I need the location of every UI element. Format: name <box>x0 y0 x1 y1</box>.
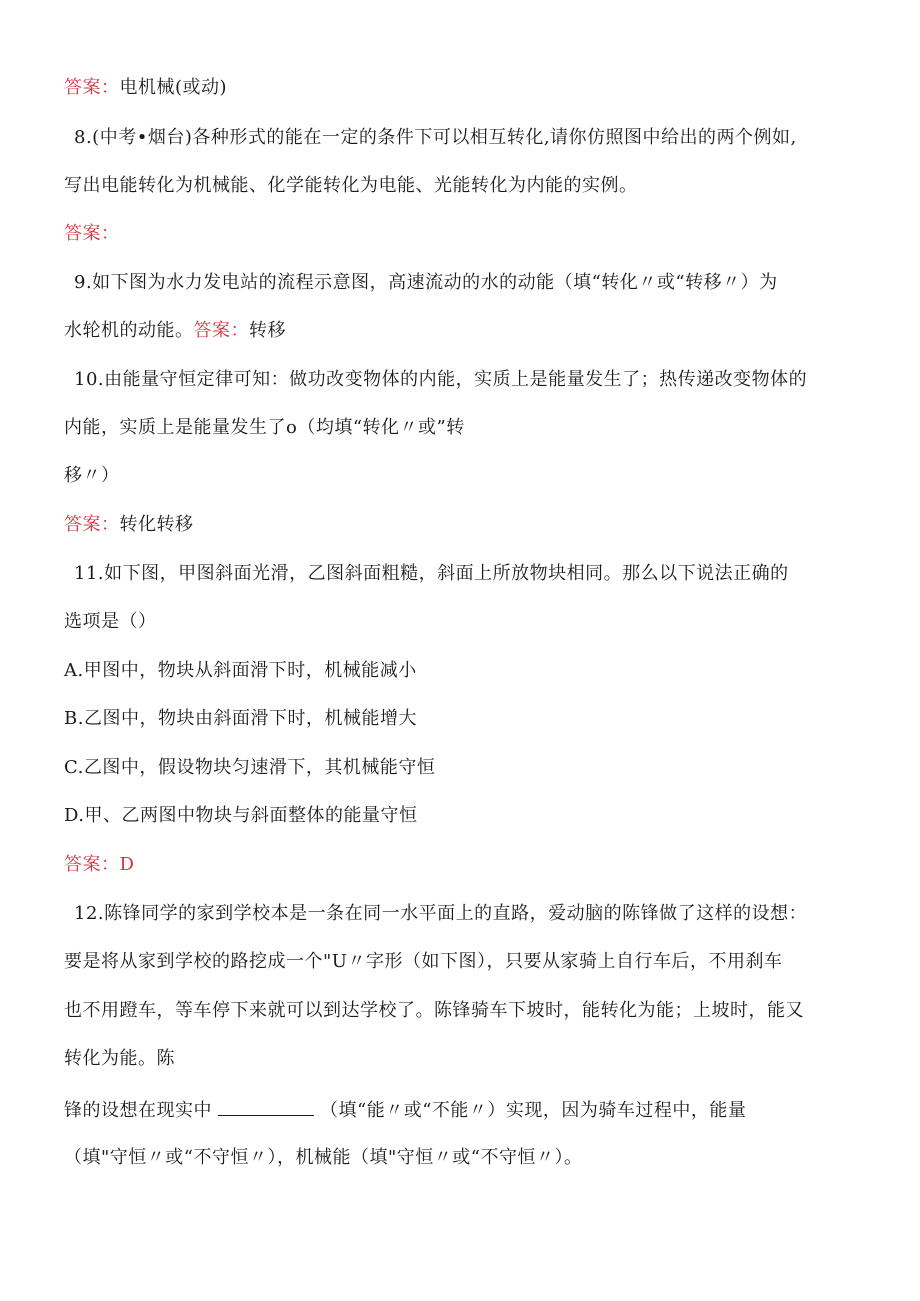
question-11-line-1 <box>74 562 789 586</box>
answer-label: 答案： <box>193 320 249 341</box>
question-10-line-2: 内能，实质上是能量发生了o（均填“转化〃或”转 <box>64 417 465 438</box>
option-c: C.乙图中，假设物块匀速滑下，其机械能守恒 <box>64 757 436 778</box>
fill-in-blank <box>218 1097 314 1116</box>
answer-value: 电机械(或动) <box>119 77 228 98</box>
question-12-line-6: （填"守恒〃或“不守恒〃），机械能（填"守恒〃或“不守恒〃）。 <box>64 1147 583 1168</box>
question-11-line-2: 选项是（） <box>64 611 157 632</box>
question-number: 8 <box>74 127 86 148</box>
answer-label: 答案： <box>64 854 120 875</box>
question-12-line-5 <box>64 1097 746 1123</box>
answer-10-line <box>64 513 194 537</box>
question-10-line-1 <box>74 368 807 392</box>
question-number: 12 <box>74 903 98 924</box>
question-10-line-3: 移〃） <box>64 465 120 486</box>
answer-value: 转化转移 <box>119 514 194 535</box>
question-text: .如下图，甲图斜面光滑，乙图斜面粗糙，斜面上所放物块相同。那么以下说法正确的 <box>97 563 789 584</box>
answer-value: D <box>119 854 135 875</box>
question-number: 9 <box>74 272 86 293</box>
answer-label: 答案： <box>64 223 120 244</box>
option-a: A.甲图中，物块从斜面滑下时，机械能减小 <box>64 660 417 681</box>
question-number: 10 <box>74 369 98 390</box>
question-text: （填“能〃或“不能〃）实现，因为骑车过程中，能量 <box>320 1100 747 1121</box>
answer-value: 转移 <box>249 320 286 341</box>
answer-label: 答案： <box>64 77 120 98</box>
question-9-line-2 <box>64 319 286 343</box>
answer-label: 答案： <box>64 514 120 535</box>
answer-8-line <box>64 222 120 246</box>
answer-11-line <box>64 853 134 877</box>
question-12-line-4: 转化为能。陈 <box>64 1048 175 1069</box>
question-12-line-2: 要是将从家到学校的路挖成一个"U〃字形（如下图），只要从家骑上自行车后，不用刹车 <box>64 951 783 972</box>
question-text: .(中考•烟台)各种形式的能在一定的条件下可以相互转化,请你仿照图中给出的两个例如, <box>85 127 797 148</box>
question-12-line-3: 也不用蹬车，等车停下来就可以到达学校了。陈锋骑车下坡时，能转化为能；上坡时，能又 <box>64 1000 804 1021</box>
question-8-line-2: 写出电能转化为机械能、化学能转化为电能、光能转化为内能的实例。 <box>64 175 638 196</box>
option-d: D.甲、乙两图中物块与斜面整体的能量守恒 <box>64 805 418 826</box>
question-text: 水轮机的动能。 <box>64 320 194 341</box>
question-text: .由能量守恒定律可知：做功改变物体的内能，实质上是能量发生了；热传递改变物体的 <box>97 369 808 390</box>
question-text: .陈锋同学的家到学校本是一条在同一水平面上的直路，爱动脑的陈锋做了这样的设想： <box>97 903 808 924</box>
question-text: 锋的设想在现实中 <box>64 1100 212 1121</box>
option-b: B.乙图中，物块由斜面滑下时，机械能增大 <box>64 708 417 729</box>
answer-7-line <box>64 76 227 100</box>
question-12-line-1 <box>74 902 807 926</box>
question-number: 11 <box>74 563 98 584</box>
question-8-line-1 <box>74 126 797 150</box>
question-text: .如下图为水力发电站的流程示意图，高速流动的水的动能（填“转化〃或“转移〃）为 <box>85 272 778 293</box>
question-9-line-1 <box>74 271 778 295</box>
